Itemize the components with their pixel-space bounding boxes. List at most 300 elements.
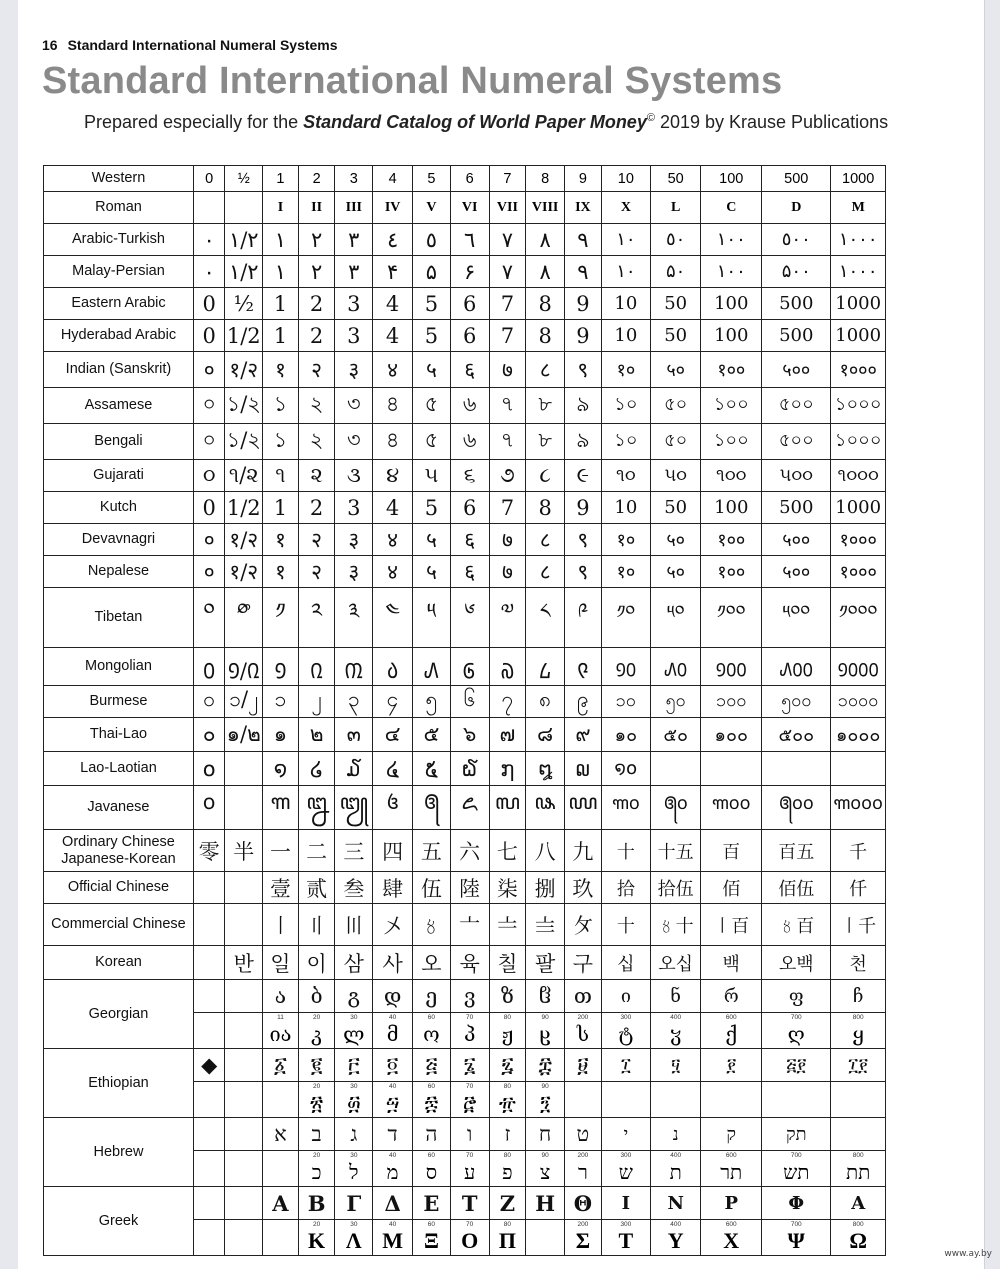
system-label: Commercial Chinese — [44, 904, 194, 946]
numeral-cell: ૭ — [489, 460, 526, 492]
numeral-cell: 百 — [701, 830, 762, 872]
numeral-cell: ၀ — [193, 686, 224, 718]
numeral-cell: 十五 — [651, 830, 701, 872]
table-row — [44, 460, 886, 492]
numeral-cell: ১০০০ — [831, 424, 886, 460]
numeral-cell: I — [263, 192, 299, 224]
numeral-cell — [831, 752, 886, 786]
table-row — [44, 352, 886, 388]
numeral-cell: ८ — [526, 556, 565, 588]
numeral-cell: ๙ — [565, 718, 602, 752]
numeral-cell: ২ — [298, 388, 335, 424]
numeral-cell: ५०० — [762, 556, 831, 588]
numeral-cell: ༡ — [263, 588, 299, 648]
numeral-cell: ४ — [373, 524, 413, 556]
value-label: 300 — [620, 1152, 632, 1159]
numeral-cell: ᠕᠐᠐ — [762, 648, 831, 686]
numeral-cell: ૧૦૦ — [701, 460, 762, 492]
page-number: 16 — [42, 37, 58, 53]
numeral-cell: ० — [193, 352, 224, 388]
numeral-cell — [263, 1220, 299, 1256]
numeral-table — [43, 165, 886, 1256]
numeral-cell — [651, 1151, 701, 1187]
numeral-cell: 삼 — [335, 946, 373, 980]
numeral-cell: II — [298, 192, 335, 224]
running-title: Standard International Numeral Systems — [67, 37, 338, 53]
numeral-cell: ꧕꧐ — [651, 786, 701, 830]
numeral-cell: 100 — [701, 492, 762, 524]
numeral-cell: ၉ — [565, 686, 602, 718]
numeral-cell: ۷ — [489, 256, 526, 288]
numeral-cell: 50 — [651, 492, 701, 524]
numeral-glyph: תש — [783, 1159, 810, 1184]
numeral-glyph: Χ — [723, 1228, 740, 1253]
numeral-cell: ၇ — [489, 686, 526, 718]
numeral-cell: ꧕꧐꧐ — [762, 786, 831, 830]
value-label: 30 — [350, 1152, 358, 1159]
system-label: Greek — [44, 1187, 194, 1256]
numeral-cell: 5 — [413, 288, 451, 320]
value-label: 40 — [388, 1083, 397, 1090]
numeral-glyph: ፳ — [310, 1091, 324, 1115]
value-label: 200 — [577, 1014, 589, 1021]
numeral-cell — [701, 1013, 762, 1049]
numeral-cell — [225, 752, 263, 786]
numeral-cell: ७ — [489, 556, 526, 588]
numeral-glyph: Κ — [308, 1228, 326, 1253]
numeral-cell: ᠘ — [526, 648, 565, 686]
numeral-cell: ० — [193, 524, 224, 556]
numeral-cell: 팔 — [526, 946, 565, 980]
numeral-cell: 500 — [762, 166, 831, 192]
table-row — [44, 424, 886, 460]
numeral-cell: ᠑᠐᠐᠐ — [831, 648, 886, 686]
numeral-cell — [489, 1082, 526, 1118]
numeral-glyph — [225, 1234, 262, 1241]
numeral-cell — [193, 1187, 224, 1220]
numeral-cell: 0 — [193, 288, 224, 320]
numeral-cell: ໔ — [373, 752, 413, 786]
numeral-cell — [225, 872, 263, 904]
numeral-cell: २ — [298, 524, 335, 556]
numeral-cell: ᠕᠐ — [651, 648, 701, 686]
numeral-cell: ג — [335, 1118, 373, 1151]
numeral-cell: 5 — [413, 492, 451, 524]
value-label: 20 — [312, 1083, 321, 1090]
numeral-cell: Τ — [450, 1187, 489, 1220]
numeral-cell — [762, 1013, 831, 1049]
numeral-cell: ৮ — [526, 424, 565, 460]
numeral-glyph: Μ — [382, 1228, 403, 1253]
numeral-cell: 〣 — [335, 904, 373, 946]
numeral-cell: ༡༠༠ — [701, 588, 762, 648]
numeral-cell: ૮ — [526, 460, 565, 492]
numeral-cell: Φ — [762, 1187, 831, 1220]
numeral-cell — [651, 752, 701, 786]
numeral-cell: ३ — [335, 352, 373, 388]
numeral-cell: 100 — [701, 288, 762, 320]
numeral-cell: 千 — [831, 830, 886, 872]
numeral-cell: ꧘ — [526, 786, 565, 830]
numeral-cell: ½ — [225, 166, 263, 192]
numeral-cell: ᠙ — [565, 648, 602, 686]
numeral-cell: ꧐ — [193, 786, 224, 830]
numeral-cell: გ — [335, 980, 373, 1013]
numeral-cell: ၁၀၀၀ — [831, 686, 886, 718]
numeral-cell: ১০০ — [701, 424, 762, 460]
numeral-cell: 1/2 — [225, 320, 263, 352]
table-row — [44, 492, 886, 524]
numeral-cell: 오십 — [651, 946, 701, 980]
table-row — [44, 752, 886, 786]
numeral-cell: ፰ — [526, 1049, 565, 1082]
numeral-glyph — [225, 1027, 262, 1034]
system-label: Georgian — [44, 980, 194, 1049]
numeral-cell: 1 — [263, 320, 299, 352]
numeral-cell: ½ — [225, 288, 263, 320]
numeral-cell: ४ — [373, 352, 413, 388]
numeral-cell: 10 — [601, 288, 650, 320]
numeral-cell — [831, 1220, 886, 1256]
numeral-cell: 백 — [701, 946, 762, 980]
numeral-glyph: תת — [845, 1159, 871, 1184]
value-label: 700 — [790, 1152, 802, 1159]
numeral-cell: ٦ — [450, 224, 489, 256]
numeral-cell — [413, 1220, 451, 1256]
system-label: Assamese — [44, 388, 194, 424]
numeral-cell: Ι — [601, 1187, 650, 1220]
numeral-cell: ვ — [450, 980, 489, 1013]
numeral-cell — [225, 192, 263, 224]
numeral-cell: Β — [298, 1187, 335, 1220]
numeral-cell: ๒ — [298, 718, 335, 752]
numeral-cell: ꧑꧐꧐꧐ — [831, 786, 886, 830]
numeral-glyph: ፵ — [385, 1091, 400, 1115]
value-label: 400 — [670, 1152, 682, 1159]
numeral-cell: ფ — [762, 980, 831, 1013]
numeral-cell: 1 — [263, 492, 299, 524]
numeral-cell — [450, 1013, 489, 1049]
numeral-cell: 6 — [450, 166, 489, 192]
numeral-cell: 二 — [298, 830, 335, 872]
numeral-cell: 천 — [831, 946, 886, 980]
numeral-cell: ა — [263, 980, 299, 1013]
numeral-cell — [193, 904, 224, 946]
numeral-glyph — [701, 1096, 761, 1103]
numeral-cell — [701, 1082, 762, 1118]
numeral-cell: 9 — [565, 320, 602, 352]
numeral-cell — [831, 1118, 886, 1151]
numeral-cell — [762, 1082, 831, 1118]
numeral-cell: ፪ — [298, 1049, 335, 1082]
numeral-cell: ۹ — [565, 256, 602, 288]
numeral-cell: 〤 — [373, 904, 413, 946]
value-label: 600 — [725, 1152, 737, 1159]
numeral-cell: ৭ — [489, 388, 526, 424]
numeral-cell — [762, 1151, 831, 1187]
numeral-cell: 伍 — [413, 872, 451, 904]
numeral-cell: ◆ — [193, 1049, 224, 1082]
numeral-cell: M — [831, 192, 886, 224]
numeral-cell: 〥 — [413, 904, 451, 946]
value-label: 30 — [350, 1014, 358, 1021]
numeral-cell: 十 — [601, 830, 650, 872]
table-row — [44, 980, 886, 1013]
value-label: 30 — [350, 1083, 358, 1090]
numeral-cell: ꧔ — [373, 786, 413, 830]
numeral-cell: 1000 — [831, 288, 886, 320]
numeral-cell: ६ — [450, 352, 489, 388]
numeral-cell: ۶ — [450, 256, 489, 288]
numeral-cell: Α — [831, 1187, 886, 1220]
running-header — [42, 37, 338, 53]
subtitle-suffix: 2019 by Krause Publications — [654, 112, 889, 132]
numeral-cell: ၈ — [526, 686, 565, 718]
numeral-cell: 구 — [565, 946, 602, 980]
numeral-cell: ۴ — [373, 256, 413, 288]
numeral-cell: 십 — [601, 946, 650, 980]
numeral-cell: ༧ — [489, 588, 526, 648]
numeral-cell: 반 — [225, 946, 263, 980]
numeral-cell: 50 — [651, 320, 701, 352]
numeral-cell: 4 — [373, 288, 413, 320]
numeral-cell: 四 — [373, 830, 413, 872]
numeral-glyph: Ψ — [787, 1228, 805, 1253]
numeral-cell — [489, 1013, 526, 1049]
numeral-cell: 佰 — [701, 872, 762, 904]
numeral-cell: ৯ — [565, 424, 602, 460]
numeral-cell — [413, 1151, 451, 1187]
numeral-cell: ١٠٠ — [701, 224, 762, 256]
system-label: Javanese — [44, 786, 194, 830]
numeral-cell: 〩 — [565, 904, 602, 946]
numeral-cell: 50 — [651, 288, 701, 320]
numeral-cell: V — [413, 192, 451, 224]
numeral-cell: VIII — [526, 192, 565, 224]
table-row — [44, 556, 886, 588]
numeral-cell: C — [701, 192, 762, 224]
numeral-cell: ၅၀၀ — [762, 686, 831, 718]
numeral-cell — [263, 1013, 299, 1049]
system-label: Burmese — [44, 686, 194, 718]
numeral-cell — [263, 1082, 299, 1118]
numeral-cell: ५० — [651, 352, 701, 388]
value-label: 70 — [466, 1221, 474, 1228]
numeral-cell: 拾 — [601, 872, 650, 904]
numeral-cell: ໘ — [526, 752, 565, 786]
numeral-cell: ༦ — [450, 588, 489, 648]
table-row — [44, 192, 886, 224]
numeral-cell: א — [263, 1118, 299, 1151]
numeral-cell: ९ — [565, 352, 602, 388]
numeral-cell: ໒ — [298, 752, 335, 786]
numeral-cell — [450, 1082, 489, 1118]
numeral-glyph: ፹ — [498, 1091, 516, 1115]
table-row — [44, 904, 886, 946]
numeral-cell: ١٠٠٠ — [831, 224, 886, 256]
numeral-cell: १००० — [831, 556, 886, 588]
numeral-cell: ၃ — [335, 686, 373, 718]
numeral-cell: Γ — [335, 1187, 373, 1220]
numeral-cell: ৫ — [413, 388, 451, 424]
numeral-cell: ۵۰ — [651, 256, 701, 288]
numeral-cell — [565, 1013, 602, 1049]
numeral-glyph — [194, 1096, 224, 1103]
numeral-cell: १० — [601, 352, 650, 388]
numeral-cell — [225, 1220, 263, 1256]
numeral-cell: ᠖ — [450, 648, 489, 686]
numeral-cell — [701, 752, 762, 786]
numeral-cell: १०० — [701, 556, 762, 588]
numeral-glyph — [225, 1165, 262, 1172]
numeral-cell: 100 — [701, 320, 762, 352]
numeral-cell: ۸ — [526, 256, 565, 288]
numeral-glyph: Π — [498, 1228, 516, 1253]
numeral-cell — [831, 1013, 886, 1049]
table-row — [44, 224, 886, 256]
numeral-cell: ᠕ — [413, 648, 451, 686]
numeral-cell: 陸 — [450, 872, 489, 904]
numeral-cell: १ — [263, 556, 299, 588]
numeral-cell: 4 — [373, 166, 413, 192]
numeral-cell: 10 — [601, 492, 650, 524]
numeral-glyph — [263, 1165, 298, 1172]
numeral-cell — [601, 1220, 650, 1256]
value-label: 300 — [620, 1014, 632, 1021]
table-row — [44, 786, 886, 830]
numeral-cell: 五 — [413, 830, 451, 872]
numeral-glyph: ია — [269, 1022, 292, 1046]
numeral-cell: २ — [298, 556, 335, 588]
numeral-cell: ९ — [565, 556, 602, 588]
numeral-cell: 拾伍 — [651, 872, 701, 904]
numeral-cell — [373, 1082, 413, 1118]
numeral-cell: ፻ — [701, 1049, 762, 1082]
numeral-cell: १/२ — [225, 352, 263, 388]
numeral-glyph: מ — [386, 1159, 399, 1184]
numeral-cell: נ — [651, 1118, 701, 1151]
value-label: 30 — [350, 1221, 358, 1228]
table-row — [44, 1187, 886, 1220]
numeral-cell: ২ — [298, 424, 335, 460]
numeral-cell: 8 — [526, 320, 565, 352]
numeral-cell: 玖 — [565, 872, 602, 904]
numeral-glyph: ס — [425, 1159, 438, 1184]
numeral-cell: 10 — [601, 320, 650, 352]
numeral-cell: १०० — [701, 524, 762, 556]
numeral-cell — [701, 1151, 762, 1187]
system-label: Ordinary Chinese Japanese-Korean — [44, 830, 194, 872]
numeral-cell: ꧑ — [263, 786, 299, 830]
numeral-cell: ४ — [373, 556, 413, 588]
value-label: 800 — [852, 1014, 864, 1021]
numeral-glyph — [651, 1096, 700, 1103]
numeral-cell: ૧ — [263, 460, 299, 492]
numeral-cell: ၁၀ — [601, 686, 650, 718]
numeral-cell: 肆 — [373, 872, 413, 904]
numeral-cell: ٢ — [298, 224, 335, 256]
numeral-cell: ๖ — [450, 718, 489, 752]
numeral-cell — [193, 1082, 224, 1118]
value-label: 300 — [620, 1221, 632, 1228]
numeral-cell: ᠑᠐ — [601, 648, 650, 686]
table-row — [44, 946, 886, 980]
numeral-cell: ۱۰ — [601, 256, 650, 288]
numeral-cell — [489, 1151, 526, 1187]
numeral-cell — [193, 1151, 224, 1187]
numeral-cell: 이 — [298, 946, 335, 980]
system-label: Korean — [44, 946, 194, 980]
numeral-cell: თ — [565, 980, 602, 1013]
value-label: 70 — [466, 1014, 474, 1021]
numeral-cell: 8 — [526, 288, 565, 320]
numeral-cell: ნ — [651, 980, 701, 1013]
watermark: www.ay.by — [944, 1249, 992, 1259]
numeral-glyph: ჳ — [669, 1022, 682, 1046]
numeral-cell: 0 — [193, 166, 224, 192]
numeral-cell: ১০ — [601, 388, 650, 424]
numeral-cell: 4 — [373, 492, 413, 524]
numeral-cell: ٥٠ — [651, 224, 701, 256]
numeral-cell: ზ — [489, 980, 526, 1013]
numeral-cell: ༨ — [526, 588, 565, 648]
numeral-cell: ٠ — [193, 224, 224, 256]
system-label: Kutch — [44, 492, 194, 524]
numeral-cell: 칠 — [489, 946, 526, 980]
numeral-cell: १० — [601, 556, 650, 588]
numeral-cell: ז — [489, 1118, 526, 1151]
numeral-cell — [225, 1013, 263, 1049]
numeral-cell: 〧 — [489, 904, 526, 946]
numeral-cell: 1000 — [831, 492, 886, 524]
numeral-cell — [298, 1220, 335, 1256]
numeral-cell — [193, 946, 224, 980]
numeral-cell — [193, 980, 224, 1013]
numeral-cell: ৭ — [489, 424, 526, 460]
numeral-cell: 2 — [298, 492, 335, 524]
numeral-cell: ۲ — [298, 256, 335, 288]
numeral-cell: ᠑ — [263, 648, 299, 686]
numeral-cell — [193, 872, 224, 904]
numeral-cell: ६ — [450, 524, 489, 556]
numeral-cell — [263, 1151, 299, 1187]
table-row — [44, 388, 886, 424]
numeral-cell — [701, 1220, 762, 1256]
numeral-cell: ৪ — [373, 424, 413, 460]
numeral-cell: 〡千 — [831, 904, 886, 946]
numeral-cell: X — [601, 192, 650, 224]
numeral-cell: ૫ — [413, 460, 451, 492]
numeral-cell: ე — [413, 980, 451, 1013]
numeral-cell: ৬ — [450, 424, 489, 460]
numeral-cell: 柒 — [489, 872, 526, 904]
numeral-cell: ૯ — [565, 460, 602, 492]
numeral-cell: ९ — [565, 524, 602, 556]
numeral-cell: ᠒ — [298, 648, 335, 686]
numeral-cell — [193, 192, 224, 224]
numeral-cell: ৩ — [335, 388, 373, 424]
numeral-cell: ৩ — [335, 424, 373, 460]
numeral-cell: २ — [298, 352, 335, 388]
value-label: 80 — [503, 1152, 512, 1159]
numeral-cell: ৯ — [565, 388, 602, 424]
numeral-cell: ۱۰۰ — [701, 256, 762, 288]
table-row — [44, 1118, 886, 1151]
numeral-cell: ה — [413, 1118, 451, 1151]
numeral-cell: ५० — [651, 524, 701, 556]
numeral-glyph — [263, 1234, 298, 1241]
numeral-cell: 仟 — [831, 872, 886, 904]
